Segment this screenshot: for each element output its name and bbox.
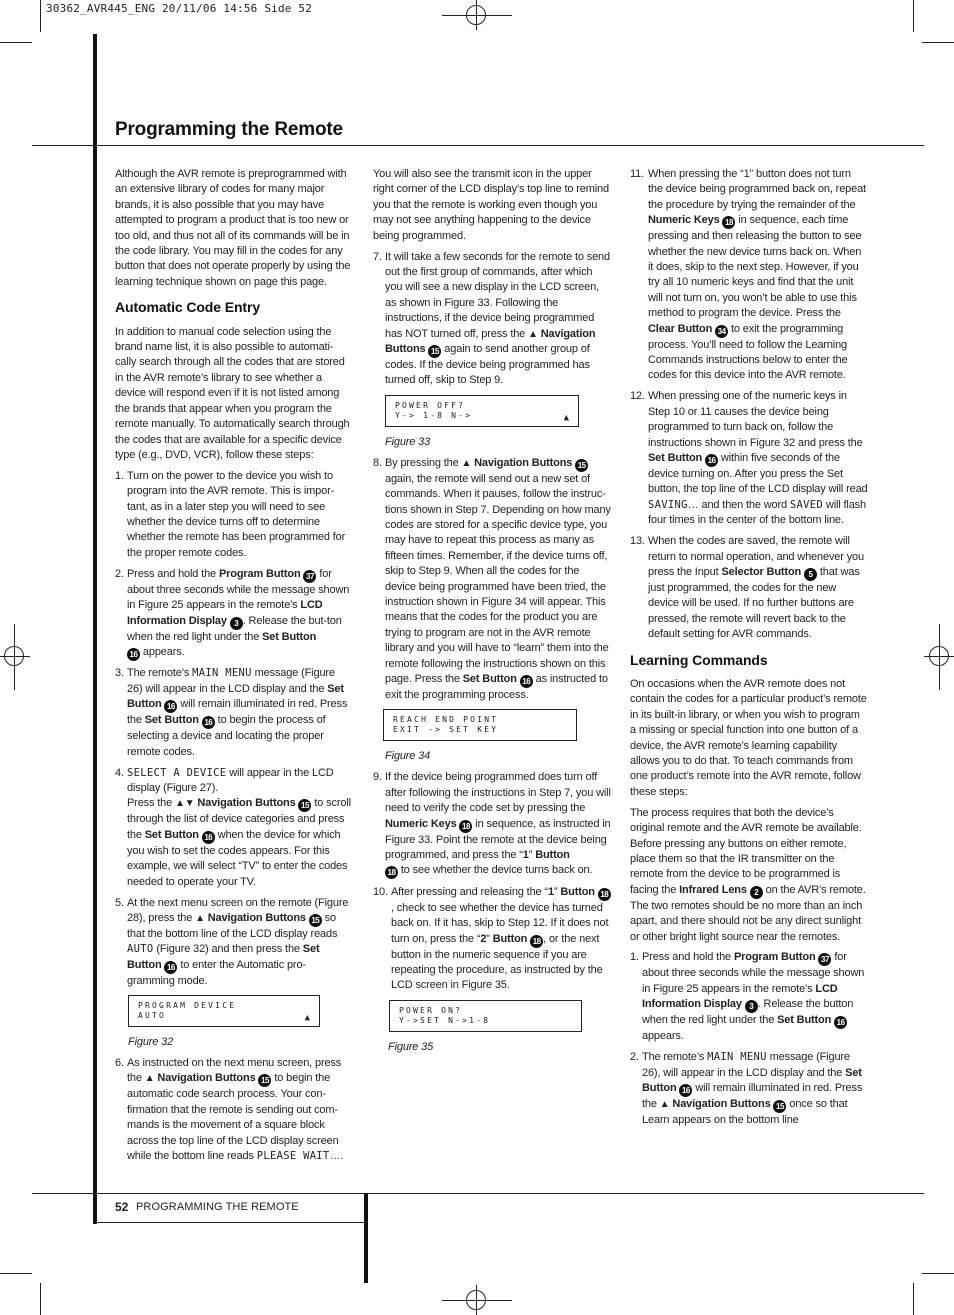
header-rule — [32, 145, 924, 146]
text-run: It will take a few seconds for the remote to send out the first group of commands, after which you will see a new display in the LCD screen, as shown in Figure 33. Following the instructions, if the device being programmed has NOT turned off, press the — [385, 250, 610, 340]
step-number: 6. — [115, 1057, 124, 1070]
paragraph: In addition to manual code selection using the brand name list, it is also possible to automati-cally search through all the codes that are stored in the AVR remote’s library to see whether a device will respond even if it is not listed among the brands that appear when you program the remote manually. To automatically search through the codes that are available for a specific device type (e.g., DVD, VCR), follow these steps: — [115, 325, 350, 461]
step-6 — [115, 1056, 353, 1164]
button-term: Navigation Buttons — [204, 911, 306, 924]
crop-mark — [0, 1273, 32, 1274]
text-run: in sequence, as instructed in Figure 33. Point the remote at the device being programmed, and press the “ — [385, 817, 611, 861]
button-term: LCD Information Display — [127, 599, 323, 627]
step-8 — [373, 456, 611, 704]
page-number: 52 — [115, 1200, 129, 1214]
text-run: when the device for which you wish to set the codes appears. For this example, we will select “TV” to enter the codes needed to operate your TV. — [127, 828, 348, 888]
callout-number-badge: 15 — [298, 799, 311, 812]
text-run: The remote’s — [127, 667, 193, 680]
step-number: 11. — [630, 168, 645, 180]
section-label: PROGRAMMING THE REMOTE — [136, 1201, 299, 1213]
text-run: to enter the Automatic pro-gramming mode. — [127, 958, 306, 987]
lcd-message: MAIN MENU — [192, 667, 252, 680]
callout-number-badge: 16 — [705, 454, 718, 467]
text-run: within five seconds of the device turning on. After you press the Set button, the top line of the LCD display will read — [648, 452, 868, 496]
button-term: Infrared Lens — [679, 883, 747, 896]
button-term: 1 — [547, 885, 554, 898]
text-run: The process requires that both the device’s original remote and the AVR remote be available. Before pressing any buttons on either remote, place them so that the IR transmitter on the remote from the device to be programmed is facing the — [630, 806, 862, 896]
step-text — [127, 766, 353, 890]
step-text — [385, 250, 611, 389]
navigation-arrows-icon: ▲▼ — [175, 798, 195, 810]
button-term: Program Button — [733, 951, 816, 964]
text-run: Press the — [127, 797, 176, 810]
callout-number-badge: 16 — [127, 648, 140, 661]
crop-mark — [922, 1273, 954, 1274]
text-run: … and then the word — [687, 498, 790, 511]
button-term: Navigation Buttons — [154, 1072, 256, 1085]
registration-line — [939, 624, 940, 690]
figure-caption: Figure 32 — [128, 1036, 174, 1049]
text-run: At the next menu screen on the remote (Figure 28), press the — [127, 896, 349, 924]
callout-number-badge: 3 — [230, 617, 243, 630]
text-run: to begin the process of selecting a device and locating the proper remote codes. — [127, 714, 326, 758]
text-run: to begin the automatic code search process. Your con-firmation that the remote is sending out com-mands is the movement of a square block across the top line of the LCD display screen while the bottom line reads — [127, 1072, 339, 1163]
step-number: 10. — [373, 885, 388, 898]
step-text — [127, 896, 353, 990]
button-term: Numeric Keys — [648, 214, 720, 227]
column-3 — [630, 167, 868, 1134]
button-term: Set Button — [144, 828, 199, 841]
figure-caption: Figure 33 — [385, 435, 431, 448]
button-term: Numeric Keys — [385, 817, 457, 830]
button-term: Set Button — [648, 452, 703, 464]
step-text — [385, 770, 611, 879]
lcd-line: PROGRAM DEVICE — [138, 1001, 237, 1011]
up-arrow-icon: ▲ — [563, 412, 569, 423]
callout-number-badge: 3 — [745, 1000, 758, 1013]
crop-mark — [40, 1283, 41, 1315]
footer-vertical-bar — [364, 1193, 368, 1283]
step-1 — [115, 469, 353, 561]
callout-number-badge: 15 — [258, 1074, 271, 1087]
step-4 — [115, 766, 353, 890]
button-term: Set Button — [144, 714, 199, 727]
lcd-message: SAVED — [789, 498, 824, 511]
footer-rule — [32, 1193, 924, 1194]
lcd-message: SELECT A DEVICE — [127, 766, 227, 779]
print-slug: 30362_AVR445_ENG 20/11/06 14:56 Side 52 — [46, 2, 313, 15]
text-run: will appear in the LCD display (Figure 27). — [127, 766, 334, 794]
text-run: will flash four times in the center of the bottom line. — [648, 498, 867, 527]
callout-number-badge: 37 — [303, 570, 316, 583]
lcd-line: Y->SET N->1-8 — [399, 1015, 491, 1025]
text-run: so that the bottom line of the LCD display reads — [127, 911, 338, 940]
text-run: to see whether the device turns back on. — [398, 864, 593, 877]
column-2 — [373, 167, 611, 1061]
up-arrow-icon: ▲ — [144, 1073, 155, 1085]
callout-number-badge: 15 — [309, 914, 322, 927]
lcd-message: AUTO — [127, 943, 154, 956]
button-term: Navigation Buttons — [194, 797, 296, 810]
section-heading-automatic-code-entry: Automatic Code Entry — [115, 299, 261, 316]
callout-number-badge: 2 — [750, 886, 763, 899]
step-text — [385, 456, 611, 704]
text-run: appears. — [140, 645, 185, 658]
button-term: Selector Button — [721, 565, 802, 578]
left-vertical-bar — [93, 34, 97, 1224]
lcd-line: Y-> 1-8 N-> — [395, 410, 473, 420]
paragraph — [630, 806, 868, 945]
crop-mark — [0, 42, 32, 43]
paragraph: On occasions when the AVR remote does not contain the codes for a particular product’s remote in its built-in library, or when you wish to program a missing or special function into one button of a device, the AVR remote’s learning capability allows you to do that. To teach commands from one product’s remote into the AVR remote, follow these steps: — [630, 677, 867, 798]
learn-step-2 — [630, 1050, 868, 1128]
button-term: Set Button — [642, 1066, 862, 1094]
step-text — [391, 885, 611, 994]
callout-number-badge: 16 — [202, 716, 215, 729]
callout-number-badge: 15 — [428, 345, 441, 358]
lcd-line: POWER ON? — [399, 1005, 463, 1015]
button-term: Navigation Buttons — [471, 456, 573, 469]
text-run: ” — [528, 848, 536, 861]
lcd-line: EXIT -> SET KEY — [393, 725, 499, 735]
step-12 — [630, 389, 868, 528]
crop-mark — [40, 0, 41, 32]
text-run: that was just programmed, the codes for the new device will be used. If no further buttons are pressed, the remote will revert back to the default setting for AVR commands. — [648, 565, 860, 641]
text-run: Press and hold the — [642, 951, 734, 964]
step-text — [648, 534, 868, 642]
column-1 — [115, 167, 353, 1170]
step-3 — [115, 666, 353, 760]
text-run: on the AVR’s remote. The two remotes should be no more than an inch apart, and there should not be any direct sunlight or other bright light source near the remotes. — [630, 883, 866, 943]
lcd-message: SAVING — [648, 498, 688, 511]
step-number: 12. — [630, 390, 645, 403]
text-run: (Figure 32) and then press the — [153, 943, 303, 956]
registration-line — [14, 624, 15, 690]
callout-number-badge: 18 — [530, 935, 543, 948]
step-5 — [115, 896, 353, 990]
up-arrow-icon: ▲ — [195, 912, 205, 924]
button-term: Navigation Buttons — [385, 327, 596, 355]
up-arrow-icon: ▲ — [304, 1013, 310, 1024]
callout-number-badge: 34 — [715, 325, 728, 338]
text-run: appears. — [642, 1030, 684, 1043]
step-number: 1. — [115, 469, 124, 482]
text-run: , or the next button in the numeric sequence if you are repeating the procedure, as instructed by the LCD screen in Figure 35. — [391, 932, 603, 992]
callout-number-badge: 16 — [520, 675, 533, 688]
callout-number-badge: 18 — [598, 888, 611, 901]
footer-underline — [95, 1222, 365, 1223]
lcd-message: PLEASE WAIT — [256, 1150, 330, 1163]
step-10 — [373, 885, 611, 994]
up-arrow-icon: ▲ — [528, 328, 538, 340]
callout-number-badge: 15 — [773, 1100, 786, 1113]
up-arrow-icon: ▲ — [659, 1099, 670, 1110]
text-run: After pressing and releasing the “ — [391, 885, 548, 898]
page-title: Programming the Remote — [115, 119, 343, 140]
callout-number-badge: 16 — [834, 1016, 847, 1029]
button-term: 2 — [480, 932, 487, 945]
text-run: as instructed to exit the programming process. — [385, 672, 608, 701]
step-number: 2. — [115, 567, 124, 580]
text-run: for about three seconds while the message shown in Figure 25 appears in the remote’s — [642, 951, 865, 995]
learn-step-1 — [630, 950, 868, 1044]
lcd-line: AUTO — [138, 1011, 167, 1021]
step-text — [642, 950, 868, 1044]
text-run: . Release the button when the red light under the — [642, 998, 854, 1027]
lcd-figure-35 — [389, 1000, 582, 1032]
text-run: . Release the but-ton when the red light under the — [127, 614, 342, 643]
lcd-figure-34 — [383, 709, 577, 741]
step-text — [127, 567, 353, 661]
text-run: By pressing the — [385, 456, 462, 469]
text-run: The remote’s — [642, 1051, 708, 1064]
step-9 — [373, 770, 611, 879]
callout-number-badge: 37 — [818, 953, 831, 966]
step-number: 4. — [115, 766, 124, 779]
lcd-message: MAIN MENU — [707, 1051, 767, 1064]
step-number: 8. — [373, 456, 382, 469]
up-arrow-icon: ▲ — [461, 457, 472, 469]
lcd-figure-33 — [385, 395, 579, 427]
step-text — [648, 389, 868, 528]
step-11 — [630, 167, 868, 384]
step-text — [642, 1050, 868, 1128]
text-run: If the device being programmed does turn off after following the instructions in Step 7, you will need to verify the code set by pressing the — [385, 771, 611, 815]
button-term: Set Button — [262, 630, 317, 643]
text-run: message (Figure 26) will appear in the LCD display and the — [127, 667, 335, 695]
step-text: Turn on the power to the device you wish to program into the AVR remote. This is impor-tant, as in a later step you will need to see whether the device turns off to determine whether the remote has been programmed for the proper remote codes. — [127, 469, 346, 559]
button-term: Set Button — [462, 672, 517, 685]
button-term: Button — [560, 885, 595, 898]
text-run: When pressing the “1” button does not turn the device being programmed back on, repeat the procedure by trying the remainder of the — [648, 168, 866, 211]
crop-mark — [913, 1283, 914, 1315]
text-run: ” — [553, 885, 561, 898]
step-number: 7. — [373, 250, 382, 263]
callout-number-badge: 18 — [385, 866, 398, 879]
crop-mark — [922, 42, 954, 43]
figure-caption: Figure 34 — [385, 750, 431, 763]
callout-number-badge: 18 — [722, 216, 735, 229]
text-run: ” — [486, 932, 493, 945]
callout-number-badge: 15 — [575, 459, 588, 472]
text-run: once so that Learn appears on the bottom line — [642, 1098, 848, 1126]
callout-number-badge: 5 — [804, 568, 817, 581]
figure-caption: Figure 35 — [388, 1040, 434, 1053]
intro-paragraph: Although the AVR remote is preprogrammed with an extensive library of codes for many major brands, it is also possible that you may have attempted to program a product that is too new or too old, and thus not all of its commands will be in the code library. You may fill in the codes for any button that does not operate properly by using the learning technique shown on page this page. — [115, 168, 351, 288]
text-run: …. — [329, 1150, 344, 1163]
step-13 — [630, 534, 868, 642]
registration-line — [442, 1300, 512, 1301]
callout-number-badge: 16 — [164, 961, 177, 974]
paragraph: You will also see the transmit icon in the upper right corner of the LCD display’s top line to remind you that the remote is working even though you may not see anything happening to the device being programmed. — [373, 168, 609, 242]
lcd-figure-32 — [128, 995, 320, 1027]
text-run: in sequence, each time pressing and then releasing the button to see whether the new device turns back on. When it does, skip to the next step. However, if you try all 10 numeric keys and find that the unit will not turn on, you won’t be able to use this method to program the device. Press the — [648, 214, 862, 320]
crop-mark — [913, 0, 914, 32]
button-term: Set Button — [127, 943, 320, 971]
text-run: for about three seconds while the message shown in Figure 25 appears in the remote’s — [127, 567, 350, 612]
step-number: 3. — [115, 667, 124, 680]
button-term: LCD Information Display — [642, 982, 838, 1011]
callout-number-badge: 18 — [459, 820, 472, 833]
section-heading-learning-commands: Learning Commands — [630, 651, 768, 668]
text-run: again to send another group of codes. If the device being programmed has turned off, skip to Step 9. — [385, 342, 590, 387]
button-term: Set Button — [777, 1014, 832, 1027]
step-text — [648, 167, 868, 384]
registration-line — [0, 656, 30, 657]
button-term: Navigation Buttons — [669, 1098, 771, 1110]
button-term: Clear Button — [648, 322, 713, 335]
step-number: 2. — [630, 1051, 639, 1064]
callout-number-badge: 16 — [202, 831, 215, 844]
button-term: Set Button — [127, 682, 344, 711]
lcd-line: POWER OFF? — [395, 400, 466, 410]
callout-number-badge: 16 — [164, 700, 177, 713]
registration-line — [442, 15, 512, 16]
button-term: Program Button — [218, 567, 301, 580]
button-term: Button — [492, 932, 528, 945]
step-7 — [373, 250, 611, 389]
text-run: again, the remote will send out a new set of commands. When it pauses, follow the instruc-tions shown in Step 7. Depending on how many codes are stored for a specific device type, you may have to repeat this process as many as fifteen times. Remember, if the device turns off, skip to Step 9. When all the codes for the device being programmed have been tried, the instruction shown in Figure 34 will appear. This means that the codes for the product you are trying to program are not in the AVR remote library and you will have to “learn” them into the remote following the instructions shown on this page. Press the — [385, 472, 611, 685]
step-number: 1. — [630, 951, 639, 964]
callout-number-badge: 16 — [679, 1084, 692, 1097]
text-run: , check to see whether the device has turned back on. If it has, skip to Step 12. If it does not turn on, press the “ — [391, 901, 609, 945]
text-run: to scroll through the list of device categories and press the — [127, 797, 351, 841]
step-number: 5. — [115, 896, 124, 909]
text-run: to exit the programming process. You’ll need to follow the Learning Commands instructions below to enter the codes for this device into the AVR remote. — [648, 322, 848, 382]
text-run: Press and hold the — [127, 567, 219, 580]
text-run: message (Figure 26), will appear in the LCD display and the — [642, 1051, 850, 1079]
step-number: 13. — [630, 535, 645, 548]
text-run: When pressing one of the numeric keys in Step 10 or 11 causes the device being programmed to turn back on, follow the instructions shown in Figure 32 and press the — [648, 390, 863, 449]
step-2 — [115, 567, 353, 661]
button-term: 1 — [522, 848, 529, 861]
text-run: will remain illuminated in red. Press the — [127, 698, 348, 727]
step-number: 9. — [373, 771, 382, 784]
text-run: As instructed on the next menu screen, press the — [127, 1057, 342, 1085]
button-term: Button — [535, 848, 570, 861]
text-run: When the codes are saved, the remote will return to normal operation, and whenever you press the Input — [648, 535, 864, 578]
step-text — [127, 666, 353, 760]
text-run: will remain illuminated in red. Press the — [642, 1082, 863, 1110]
step-text — [127, 1056, 353, 1164]
lcd-line: REACH END POINT — [393, 715, 499, 725]
